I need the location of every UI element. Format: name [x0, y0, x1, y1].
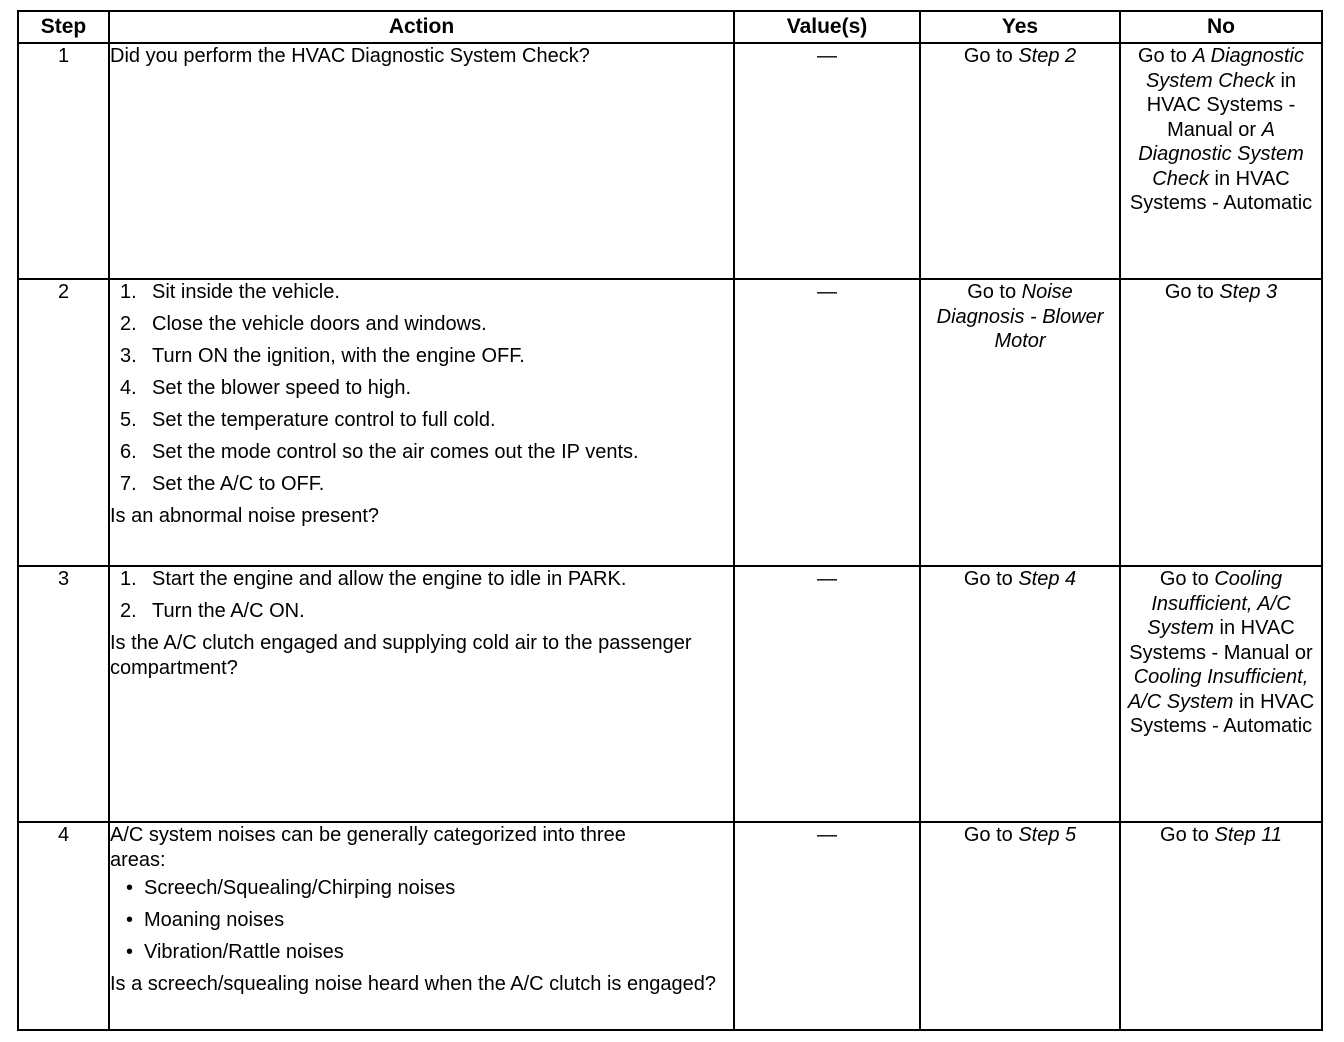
table-row-step-3 [18, 566, 1322, 822]
list-item: 1. Start the engine and allow the engine to idle in PARK. [120, 568, 627, 590]
value-dash: — [817, 568, 837, 590]
step-number: 3 [18, 566, 109, 822]
no-cell [1120, 822, 1322, 1030]
table-row-step-2 [18, 279, 1322, 566]
action-cell [109, 822, 734, 1030]
list-item: 2. Close the vehicle doors and windows. [120, 313, 487, 335]
list-item: • Moaning noises [126, 909, 285, 931]
no-cell [1120, 279, 1322, 566]
list-item: 7. Set the A/C to OFF. [120, 473, 325, 495]
list-item: 2. Turn the A/C ON. [120, 600, 305, 622]
no-prefix: Go to [1164, 281, 1220, 303]
yes-cell [920, 566, 1120, 822]
value-cell [734, 43, 920, 279]
step-number: 1 [18, 43, 109, 279]
value-dash: — [817, 824, 837, 846]
no-cell [1120, 43, 1322, 279]
header-action: Action [109, 11, 734, 43]
list-item: 6. Set the mode control so the air comes out the IP vents. [120, 441, 639, 463]
action-cell [109, 43, 734, 279]
no-link[interactable]: Step 11 [1214, 824, 1282, 846]
no-text: Go to [1159, 568, 1215, 590]
step-number: 2 [18, 279, 109, 566]
value-cell [734, 279, 920, 566]
no-prefix: Go to [1160, 824, 1215, 846]
list-item: • Vibration/Rattle noises [126, 941, 344, 963]
action-cell [109, 279, 734, 566]
no-link-manual[interactable]: A Diagnostic System Check [1145, 45, 1305, 92]
header-no: No [1120, 11, 1322, 43]
no-text: Go to [1137, 45, 1193, 67]
action-question: Is an abnormal noise present? [110, 505, 380, 527]
list-item: 5. Set the temperature control to full cold. [120, 409, 496, 431]
yes-link[interactable]: Noise Diagnosis - Blower Motor [936, 281, 1104, 352]
no-text: in HVAC Systems - Manual or [1129, 617, 1313, 664]
value-dash: — [817, 45, 837, 67]
yes-link[interactable]: Step 2 [1018, 45, 1077, 67]
yes-prefix: Go to [967, 281, 1022, 303]
action-steps-list [110, 280, 733, 497]
step-number: 4 [18, 822, 109, 1030]
header-row [18, 11, 1322, 43]
action-intro: A/C system noises can be generally categorized into three areas: [110, 824, 626, 871]
no-cell [1120, 566, 1322, 822]
value-cell [734, 822, 920, 1030]
no-text: in HVAC Systems - Automatic [1129, 690, 1315, 737]
yes-prefix: Go to [963, 824, 1019, 846]
list-item: 4. Set the blower speed to high. [120, 377, 412, 399]
header-step: Step [18, 11, 109, 43]
action-question: Is a screech/squealing noise heard when the A/C clutch is engaged? [110, 973, 716, 995]
action-cell [109, 566, 734, 822]
noise-categories-list [110, 876, 733, 965]
list-item: 3. Turn ON the ignition, with the engine OFF. [120, 345, 525, 367]
no-link-automatic[interactable]: A Diagnostic System Check [1138, 118, 1304, 190]
table-row-step-4 [18, 822, 1322, 1030]
value-dash: — [817, 281, 837, 303]
action-question: Is the A/C clutch engaged and supplying cold air to the passenger compartment? [110, 632, 692, 679]
yes-cell [920, 279, 1120, 566]
action-steps-list [110, 567, 733, 624]
yes-cell [920, 822, 1120, 1030]
header-values: Value(s) [734, 11, 920, 43]
list-item: • Screech/Squealing/Chirping noises [126, 877, 456, 899]
yes-cell [920, 43, 1120, 279]
list-item: 1. Sit inside the vehicle. [120, 281, 340, 303]
no-link-manual[interactable]: Cooling Insufficient, A/C System [1147, 568, 1291, 639]
yes-prefix: Go to [963, 45, 1019, 67]
diagnostic-table [17, 10, 1323, 1031]
action-question: Did you perform the HVAC Diagnostic System Check? [110, 45, 590, 67]
yes-link[interactable]: Step 5 [1018, 824, 1077, 846]
no-text: in HVAC Systems - Manual or [1146, 69, 1297, 141]
header-yes: Yes [920, 11, 1120, 43]
no-text: in HVAC Systems - Automatic [1129, 167, 1313, 214]
yes-prefix: Go to [963, 568, 1019, 590]
yes-link[interactable]: Step 4 [1018, 568, 1077, 590]
no-link-automatic[interactable]: Cooling Insufficient, A/C System [1127, 666, 1309, 713]
no-link[interactable]: Step 3 [1219, 281, 1278, 303]
table-row-step-1 [18, 43, 1322, 279]
value-cell [734, 566, 920, 822]
